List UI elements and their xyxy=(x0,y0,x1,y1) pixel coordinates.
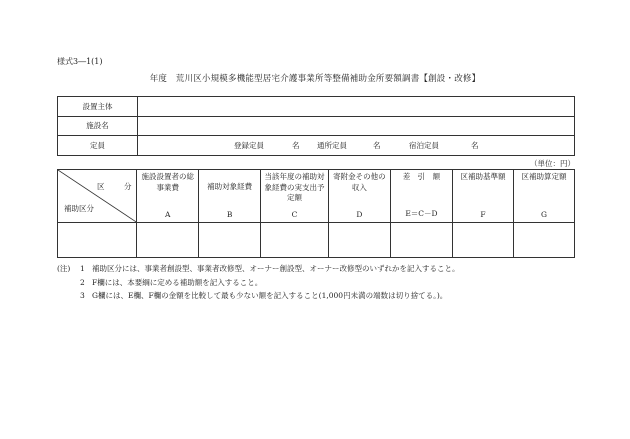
cell-subsidy-type[interactable] xyxy=(58,223,137,258)
page-title: 年度 荒川区小規模多機能型居宅介護事業所等整備補助金所要額調書【創設・改修】 xyxy=(149,74,481,84)
registered-capacity-label: 登録定員 xyxy=(234,141,264,150)
form-number: 様式3―1(1) xyxy=(57,57,103,66)
note-text: G欄には、E欄、F欄の金額を比較して最も少ない額を記入すること(1,000円未満の端数は切り捨てる。)。 xyxy=(92,291,448,300)
col-header-total-cost xyxy=(137,170,199,223)
info-value-operator xyxy=(138,97,575,117)
budget-table xyxy=(57,169,575,258)
note-number: 1 xyxy=(80,264,85,273)
info-label-facility: 施設名 xyxy=(58,116,138,136)
budget-data-row xyxy=(58,223,575,258)
col-header-standard-amount xyxy=(453,170,514,223)
notes xyxy=(57,262,460,303)
col-letter: F xyxy=(480,210,486,219)
notes-prefix: (注) xyxy=(57,264,71,273)
col-letter: D xyxy=(356,210,363,219)
unit-label: （単位：円） xyxy=(530,159,575,168)
col-header-calculated-amount xyxy=(513,170,574,223)
cell-eligible-cost[interactable] xyxy=(199,223,261,258)
cell-donations[interactable] xyxy=(328,223,390,258)
budget-header-row xyxy=(58,170,575,223)
col-label: 区補助算定額 xyxy=(521,172,567,181)
cell-total-cost[interactable] xyxy=(137,223,199,258)
col-label: 当該年度の補助対象経費の実支出予定額 xyxy=(264,172,325,202)
col-header-difference xyxy=(390,170,452,223)
cell-calculated-amount[interactable] xyxy=(513,223,574,258)
col-header-donations xyxy=(328,170,390,223)
note-number: 3 xyxy=(80,291,85,300)
info-row-operator xyxy=(58,97,575,117)
info-label-operator: 設置主体 xyxy=(58,97,138,117)
col-label: 区補助基準額 xyxy=(460,172,506,181)
corner-label-ku: 区 xyxy=(97,182,105,191)
cell-standard-amount[interactable] xyxy=(453,223,514,258)
col-letter: E＝C－D xyxy=(405,209,438,218)
info-value-capacity xyxy=(138,136,575,156)
overnight-capacity-unit: 名 xyxy=(471,141,479,150)
note-item xyxy=(57,276,460,290)
commuting-capacity-label: 通所定員 xyxy=(317,141,347,150)
note-number: 2 xyxy=(80,277,85,287)
diagonal-line xyxy=(58,170,136,222)
col-letter: C xyxy=(291,210,298,219)
corner-label-bun: 分 xyxy=(124,182,132,191)
col-letter: G xyxy=(540,210,547,219)
col-header-eligible-cost xyxy=(199,170,261,223)
cell-planned-expenditure[interactable] xyxy=(261,223,329,258)
col-letter: B xyxy=(226,210,233,219)
col-header-planned-expenditure xyxy=(261,170,329,223)
info-row-capacity xyxy=(58,136,575,156)
note-item xyxy=(57,289,460,303)
col-label: 差 引 額 xyxy=(402,172,441,181)
corner-label-subsidy-type: 補助区分 xyxy=(64,204,94,213)
corner-cell xyxy=(58,170,137,223)
note-text: 補助区分には、事業者創設型、事業者改修型、オーナー創設型、オーナー改修型のいずれかを記入すること。 xyxy=(92,264,460,273)
note-text: F欄には、本要綱に定める補助額を記入すること。 xyxy=(92,277,263,287)
commuting-capacity-unit: 名 xyxy=(373,141,381,150)
info-row-facility xyxy=(58,116,575,136)
info-value-facility xyxy=(138,116,575,136)
note-item xyxy=(57,262,460,276)
col-label: 補助対象経費 xyxy=(207,182,253,191)
col-label: 寄附金その他の収入 xyxy=(333,172,386,192)
info-table xyxy=(57,96,575,156)
cell-difference[interactable] xyxy=(390,223,452,258)
registered-capacity-unit: 名 xyxy=(292,141,300,150)
col-letter: A xyxy=(165,210,171,219)
col-label: 施設設置者の総事業費 xyxy=(141,172,194,192)
overnight-capacity-label: 宿泊定員 xyxy=(409,141,439,150)
info-label-capacity: 定員 xyxy=(58,136,138,156)
